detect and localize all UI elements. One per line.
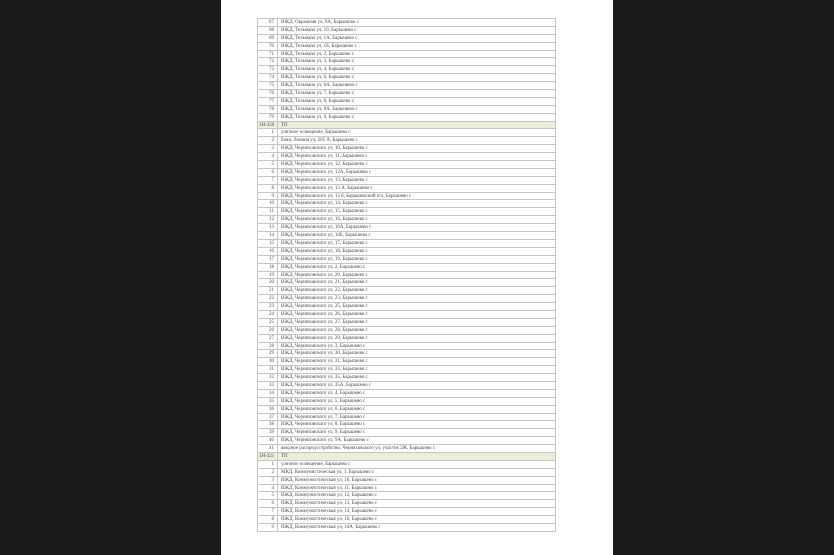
row-address: баня, Ленина ул, 205 А, Барышево с xyxy=(278,137,556,145)
table-row xyxy=(258,279,556,287)
row-address: ИЖД, Черняховского ул, 8, Барышево с xyxy=(278,421,556,429)
row-address: ИЖД, Черняховского ул, 9А, Барышево с xyxy=(278,437,556,445)
row-number: 33 xyxy=(258,382,278,390)
table-row xyxy=(258,287,556,295)
row-number: 6 xyxy=(258,500,278,508)
table-row xyxy=(258,216,556,224)
section-header-row xyxy=(258,453,556,461)
row-number: 6 xyxy=(258,169,278,177)
table-row xyxy=(258,161,556,169)
table-row xyxy=(258,35,556,43)
table-row xyxy=(258,193,556,201)
row-address: ИЖД, Черняховского ул, 11, Барышево с xyxy=(278,153,556,161)
row-number: 19 xyxy=(258,272,278,280)
table-row xyxy=(258,485,556,493)
row-address: МКД, Коммунистическая ул, 1, Барышево с xyxy=(278,469,556,477)
row-address: ИЖД, Черняховского ул, 5, Барышево с xyxy=(278,398,556,406)
row-address: ИЖД, Черняховского ул, 4, Барышево с xyxy=(278,390,556,398)
row-number: 72 xyxy=(258,58,278,66)
row-number: 8 xyxy=(258,516,278,524)
table-row xyxy=(258,248,556,256)
row-address: ИЖД, Черняховского ул, 26, Барышево с xyxy=(278,311,556,319)
table-row xyxy=(258,382,556,390)
table-row xyxy=(258,374,556,382)
row-address: ИЖД, Черняховского ул, 12А, Барышево с xyxy=(278,169,556,177)
row-number: 2 xyxy=(258,137,278,145)
row-number: 2 xyxy=(258,469,278,477)
row-address: ИЖД, Черняховского ул, 22, Барышево с xyxy=(278,287,556,295)
row-address: ИЖД, Тельмана ул, 8А, Барышево с xyxy=(278,106,556,114)
table-row xyxy=(258,74,556,82)
row-number: 1 xyxy=(258,129,278,137)
row-address: ИЖД, Черняховского ул, 10, Барышево с xyxy=(278,145,556,153)
row-address: ИЖД, Коммунистическая ул, 16А, Барышево с xyxy=(278,524,556,532)
table-row xyxy=(258,469,556,477)
table-row xyxy=(258,516,556,524)
row-number: 22 xyxy=(258,295,278,303)
table-row xyxy=(258,66,556,74)
row-address: ИЖД, Тельмана ул, 4, Барышево с xyxy=(278,66,556,74)
row-address: уличное освещение, Барышево с xyxy=(278,129,556,137)
table-row xyxy=(258,477,556,485)
table-row xyxy=(258,358,556,366)
row-number: 68 xyxy=(258,27,278,35)
row-number: 32 xyxy=(258,374,278,382)
row-number: 71 xyxy=(258,51,278,59)
table-row xyxy=(258,98,556,106)
row-number: 31 xyxy=(258,366,278,374)
row-number: 5 xyxy=(258,161,278,169)
row-address: ИЖД, Черняховского ул, 13 б, Барышевский п/х, Барышево с xyxy=(278,193,556,201)
row-number: 30 xyxy=(258,358,278,366)
table-row xyxy=(258,272,556,280)
table-row xyxy=(258,58,556,66)
row-address: ИЖД, Черняховского ул, 20, Барышево с xyxy=(278,272,556,280)
row-number: 4 xyxy=(258,485,278,493)
table-row xyxy=(258,445,556,453)
table-row xyxy=(258,232,556,240)
row-address: ИЖД, Коммунистическая ул, 16, Барышево с xyxy=(278,516,556,524)
row-number: 5 xyxy=(258,492,278,500)
row-number: 15 xyxy=(258,240,278,248)
table-row xyxy=(258,319,556,327)
row-number: 67 xyxy=(258,19,278,27)
row-address: ИЖД, Черняховского ул, 15, Барышево с xyxy=(278,208,556,216)
row-address: ИЖД, Черняховского ул, 21, Барышево с xyxy=(278,279,556,287)
row-address: ИЖД, Черняховского ул, 9, Барышево с xyxy=(278,429,556,437)
table-row xyxy=(258,343,556,351)
table-row xyxy=(258,177,556,185)
row-number: 8 xyxy=(258,185,278,193)
table-row xyxy=(258,185,556,193)
section-code: 1Н-321 xyxy=(258,453,278,461)
row-number: 11 xyxy=(258,208,278,216)
row-address: ИЖД, Черняховского ул, 29, Барышево с xyxy=(278,335,556,343)
row-number: 34 xyxy=(258,390,278,398)
row-number: 36 xyxy=(258,406,278,414)
row-number: 9 xyxy=(258,524,278,532)
table-row xyxy=(258,51,556,59)
row-address: ИЖД, Черняховского ул, 13, Барышево с xyxy=(278,177,556,185)
row-address: ИЖД, Коммунистическая ул, 14, Барышево с xyxy=(278,508,556,516)
table-row xyxy=(258,437,556,445)
table-row xyxy=(258,303,556,311)
row-number: 27 xyxy=(258,335,278,343)
row-address: ИЖД, Коммунистическая ул, 13, Барышево с xyxy=(278,500,556,508)
row-address: ИЖД, Овражная ул, 9А, Барышево с xyxy=(278,19,556,27)
row-address: вводное распредустройство, Черняховского ул, участок 2Ж, Барышево с xyxy=(278,445,556,453)
row-number: 14 xyxy=(258,232,278,240)
row-address: ИЖД, Тельмана ул, 8, Барышево с xyxy=(278,98,556,106)
table-row xyxy=(258,295,556,303)
table-row xyxy=(258,492,556,500)
row-address: ИЖД, Тельмана ул, 3, Барышево с xyxy=(278,58,556,66)
table-row xyxy=(258,27,556,35)
table-row xyxy=(258,153,556,161)
table-row xyxy=(258,43,556,51)
table-row xyxy=(258,200,556,208)
row-number: 7 xyxy=(258,508,278,516)
row-address: ИЖД, Тельмана ул, 7, Барышево с xyxy=(278,90,556,98)
row-address: ИЖД, Черняховского ул, 35, Барышево с xyxy=(278,374,556,382)
section-code: 1Н-320 xyxy=(258,122,278,130)
row-number: 41 xyxy=(258,445,278,453)
row-address: ИЖД, Черняховского ул, 28, Барышево с xyxy=(278,327,556,335)
table-row xyxy=(258,524,556,532)
row-number: 3 xyxy=(258,477,278,485)
document-page xyxy=(221,0,613,555)
row-number: 16 xyxy=(258,248,278,256)
row-address: ИЖД, Коммунистическая ул, 10, Барышево с xyxy=(278,477,556,485)
row-number: 3 xyxy=(258,145,278,153)
row-number: 24 xyxy=(258,311,278,319)
row-address: ИЖД, Черняховского ул, 16, Барышево с xyxy=(278,216,556,224)
row-number: 10 xyxy=(258,200,278,208)
section-title: ТП xyxy=(278,453,556,461)
row-address: ИЖД, Черняховского ул, 27, Барышево с xyxy=(278,319,556,327)
address-table xyxy=(257,18,556,532)
row-number: 21 xyxy=(258,287,278,295)
row-address: ИЖД, Черняховского ул, 6, Барышево с xyxy=(278,406,556,414)
row-address: ИЖД, Черняховского ул, 18, Барышево с xyxy=(278,248,556,256)
row-address: ИЖД, Черняховского ул, 3, Барышево с xyxy=(278,343,556,351)
row-number: 13 xyxy=(258,224,278,232)
table-row xyxy=(258,335,556,343)
row-address: ИЖД, Черняховского ул, 12, Барышево с xyxy=(278,161,556,169)
table-row xyxy=(258,406,556,414)
table-row xyxy=(258,327,556,335)
row-address: ИЖД, Черняховского ул, 25, Барышево с xyxy=(278,303,556,311)
table-row xyxy=(258,19,556,27)
row-number: 23 xyxy=(258,303,278,311)
row-address: ИЖД, Черняховского ул, 17, Барышево с xyxy=(278,240,556,248)
table-row xyxy=(258,421,556,429)
row-number: 9 xyxy=(258,193,278,201)
table-row xyxy=(258,414,556,422)
table-row xyxy=(258,208,556,216)
row-address: ИЖД, Черняховского ул, 2, Барышево с xyxy=(278,264,556,272)
table-row xyxy=(258,240,556,248)
row-number: 79 xyxy=(258,114,278,122)
row-address: ИЖД, Тельмана ул, 1Б, Барышево с xyxy=(278,43,556,51)
table-row xyxy=(258,90,556,98)
table-row xyxy=(258,461,556,469)
section-title: ТП xyxy=(278,122,556,130)
row-address: ИЖД, Тельмана ул, 6А, Барышево с xyxy=(278,82,556,90)
table-row xyxy=(258,398,556,406)
row-number: 37 xyxy=(258,414,278,422)
table-row xyxy=(258,114,556,122)
row-number: 26 xyxy=(258,327,278,335)
row-address: ИЖД, Черняховского ул, 35А, Барышево с xyxy=(278,382,556,390)
row-address: ИЖД, Черняховского ул, 7, Барышево с xyxy=(278,414,556,422)
row-address: ИЖД, Черняховского ул, 30, Барышево с xyxy=(278,350,556,358)
table-row xyxy=(258,169,556,177)
row-number: 12 xyxy=(258,216,278,224)
row-number: 40 xyxy=(258,437,278,445)
row-number: 18 xyxy=(258,264,278,272)
section-header-row xyxy=(258,122,556,130)
row-number: 20 xyxy=(258,279,278,287)
table-row xyxy=(258,366,556,374)
row-number: 75 xyxy=(258,82,278,90)
row-number: 76 xyxy=(258,90,278,98)
row-address: ИЖД, Черняховского ул, 14, Барышево с xyxy=(278,200,556,208)
table-row xyxy=(258,82,556,90)
table-row xyxy=(258,311,556,319)
row-number: 7 xyxy=(258,177,278,185)
table-row xyxy=(258,256,556,264)
row-number: 1 xyxy=(258,461,278,469)
row-address: ИЖД, Черняховского ул, 16А, Барышево с xyxy=(278,224,556,232)
row-address: ИЖД, Тельмана ул, 10, Барышево с xyxy=(278,27,556,35)
table-row xyxy=(258,106,556,114)
row-address: ИЖД, Тельмана ул, 1А, Барышево с xyxy=(278,35,556,43)
row-address: ИЖД, Тельмана ул, 2, Барышево с xyxy=(278,51,556,59)
row-number: 17 xyxy=(258,256,278,264)
row-number: 69 xyxy=(258,35,278,43)
row-number: 38 xyxy=(258,421,278,429)
row-address: ИЖД, Черняховского ул, 23, Барышево с xyxy=(278,295,556,303)
row-address: ИЖД, Черняховского ул, 16Б, Барышево с xyxy=(278,232,556,240)
table-row xyxy=(258,145,556,153)
table-row xyxy=(258,350,556,358)
row-number: 77 xyxy=(258,98,278,106)
row-number: 74 xyxy=(258,74,278,82)
row-number: 73 xyxy=(258,66,278,74)
table-row xyxy=(258,429,556,437)
row-address: ИЖД, Черняховского ул, 31, Барышево с xyxy=(278,358,556,366)
table-row xyxy=(258,224,556,232)
row-number: 4 xyxy=(258,153,278,161)
table-row xyxy=(258,129,556,137)
row-number: 39 xyxy=(258,429,278,437)
row-number: 70 xyxy=(258,43,278,51)
row-address: ИЖД, Черняховского ул, 13 А, Барышево с xyxy=(278,185,556,193)
row-address: ИЖД, Коммунистическая ул, 11, Барышево с xyxy=(278,485,556,493)
row-address: ИЖД, Черняховского ул, 33, Барышево с xyxy=(278,366,556,374)
row-address: ИЖД, Тельмана ул, 9, Барышево с xyxy=(278,114,556,122)
row-address: ИЖД, Тельмана ул, 6, Барышево с xyxy=(278,74,556,82)
row-number: 29 xyxy=(258,350,278,358)
table-row xyxy=(258,390,556,398)
row-number: 78 xyxy=(258,106,278,114)
row-number: 25 xyxy=(258,319,278,327)
row-address: уличное освещение, Барышево с xyxy=(278,461,556,469)
row-address: ИЖД, Коммунистическая ул, 12, Барышево с xyxy=(278,492,556,500)
table-row xyxy=(258,137,556,145)
row-number: 28 xyxy=(258,343,278,351)
row-address: ИЖД, Черняховского ул, 19, Барышево с xyxy=(278,256,556,264)
table-row xyxy=(258,500,556,508)
table-row xyxy=(258,508,556,516)
row-number: 35 xyxy=(258,398,278,406)
table-row xyxy=(258,264,556,272)
